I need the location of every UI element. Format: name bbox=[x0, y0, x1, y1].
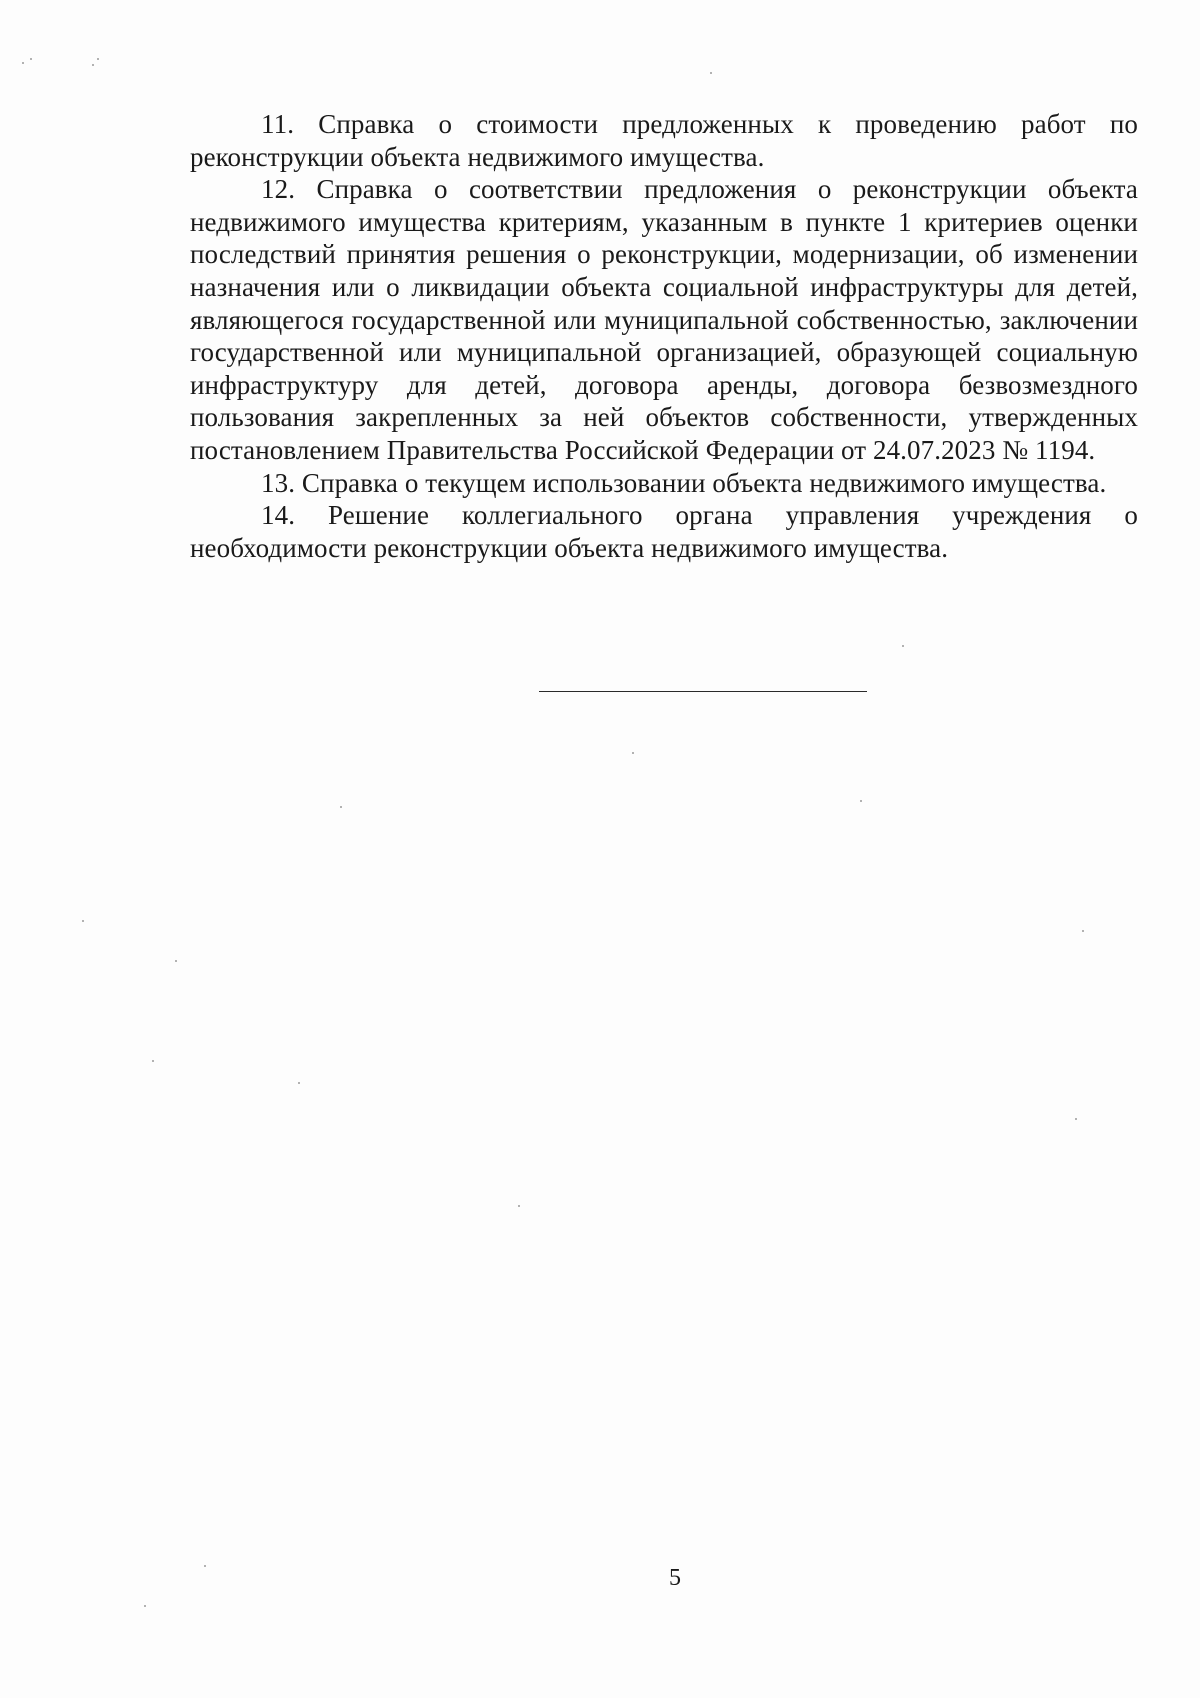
item-text: Справка о стоимости предложенных к проведению работ по реконструкции объекта недвижимого имущества. bbox=[190, 109, 1138, 172]
scan-speck bbox=[152, 1060, 154, 1062]
scan-speck bbox=[22, 62, 24, 64]
item-number: 14. bbox=[261, 500, 296, 531]
item-text: Справка о текущем использовании объекта недвижимого имущества. bbox=[301, 467, 1107, 498]
scan-speck bbox=[144, 1605, 146, 1607]
list-item bbox=[190, 499, 1138, 564]
list-item bbox=[190, 108, 1138, 173]
item-number: 12. bbox=[261, 174, 296, 205]
list-item bbox=[190, 467, 1138, 500]
scan-speck bbox=[710, 72, 712, 74]
scan-speck bbox=[175, 960, 177, 962]
scan-speck bbox=[82, 920, 84, 922]
list-item bbox=[190, 173, 1138, 466]
scan-speck bbox=[1075, 1118, 1077, 1120]
scan-speck bbox=[902, 645, 904, 647]
scan-speck bbox=[1082, 930, 1084, 932]
scan-speck bbox=[298, 1082, 300, 1084]
item-text: Решение коллегиального органа управления учреждения о необходимости реконструкции объекта недвижимого имущества. bbox=[190, 500, 1138, 563]
scan-speck bbox=[97, 58, 99, 60]
scan-speck bbox=[30, 58, 32, 60]
page-number: 5 bbox=[669, 1565, 681, 1591]
item-text: Справка о соответствии предложения о реконструкции объекта недвижимого имущества критериям, указанным в пункте 1 критериев оценки последствий принятия решения о реконструкции, модернизации, об изменении назначения или о ликвидации объекта социальной инфраструктуры для детей, являющегося государственной или муниципальной собственностью, заключении государственной или муниципальной организацией, образующей социальную инфраструктуру для детей, договора аренды, договора безвозмездного пользования закрепленных за ней объектов собственности, утвержденных постановлением Правительства Российской Федерации от 24.07.2023 № 1194. bbox=[190, 174, 1138, 465]
document-body bbox=[190, 108, 1138, 564]
item-number: 11. bbox=[261, 109, 295, 139]
scan-speck bbox=[518, 1205, 520, 1207]
scan-speck bbox=[860, 800, 862, 802]
scan-speck bbox=[204, 1565, 206, 1567]
scan-speck bbox=[92, 64, 94, 66]
scan-speck bbox=[340, 806, 342, 808]
scan-speck bbox=[632, 752, 634, 754]
item-number: 13. bbox=[261, 467, 296, 498]
end-divider-line bbox=[539, 691, 867, 692]
